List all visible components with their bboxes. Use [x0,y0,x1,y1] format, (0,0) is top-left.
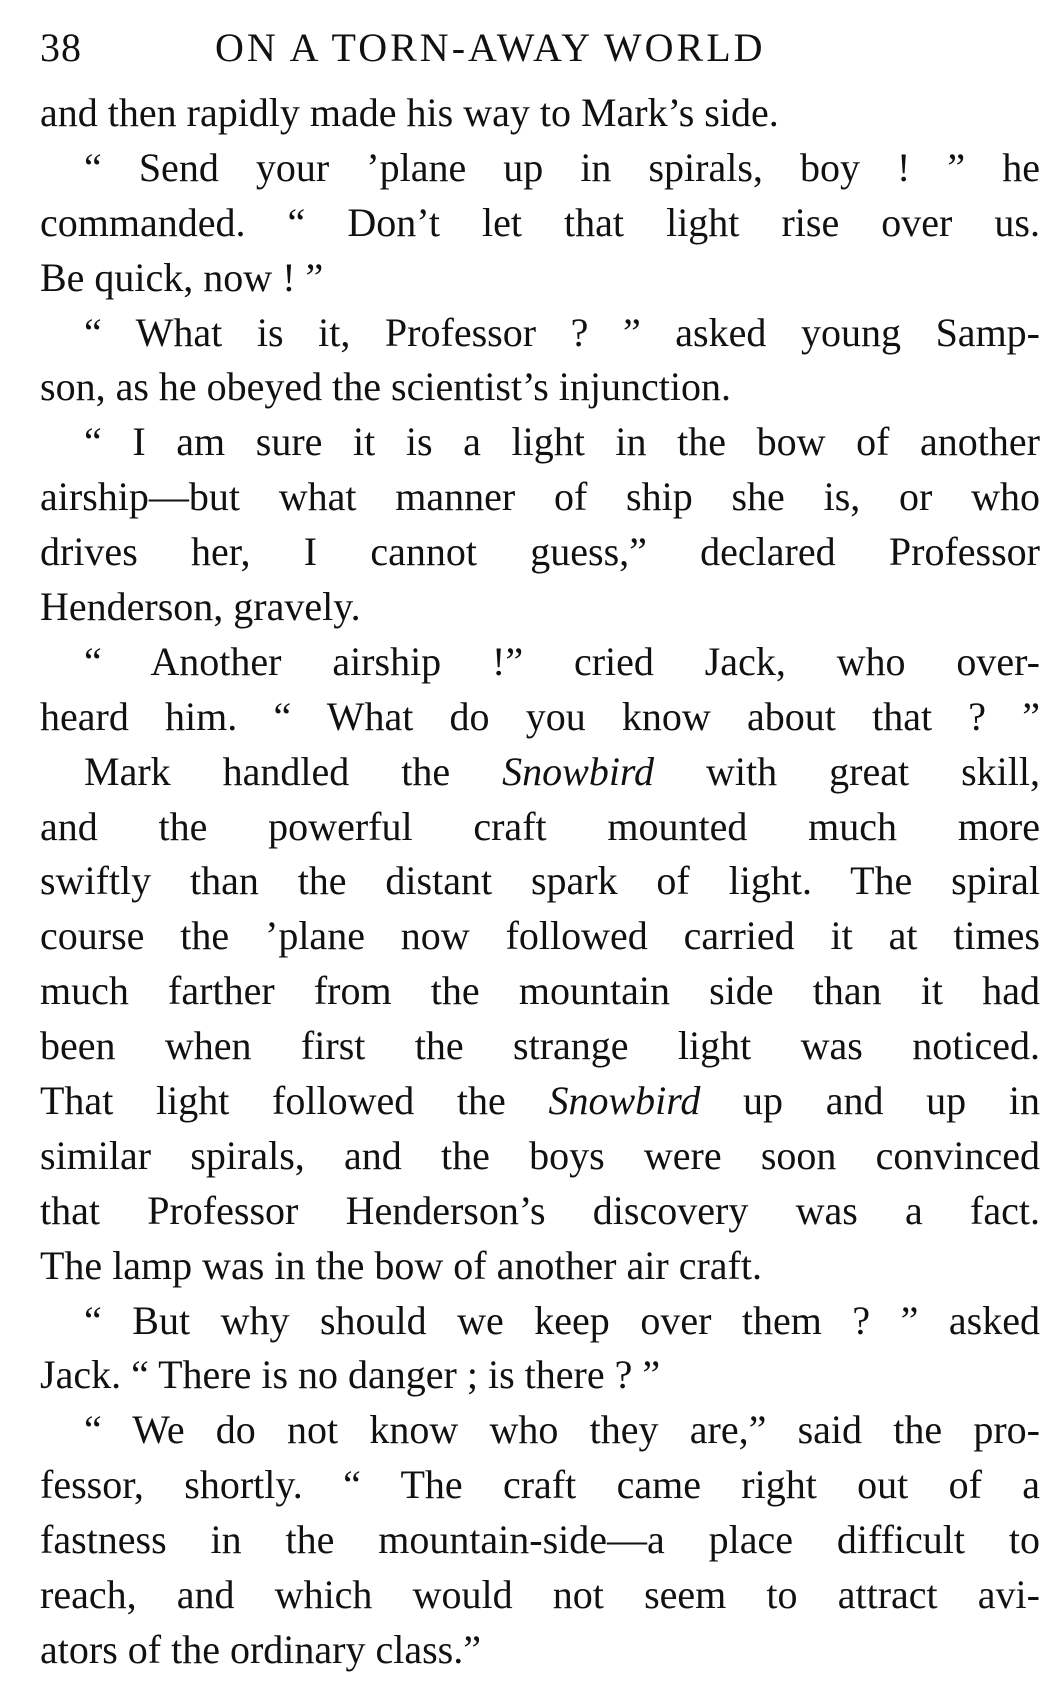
text-line: commanded. “ Don’t let that light rise over us. [40,199,1040,245]
ship-name-italic: Snowbird [502,748,655,794]
text-line: that Professor Henderson’s discovery was a fact. [40,1187,1040,1233]
text-line: much farther from the mountain side than it had [40,968,1040,1014]
page-header [40,18,1040,78]
text-line: That light followed the Snowbird up and up in [40,1078,1040,1124]
text-line: “ What is it, Professor ? ” asked young Samp- [84,309,1040,355]
book-page [40,18,1040,1678]
text-line: course the ’plane now followed carried it at times [40,913,1040,959]
text-line: airship—but what manner of ship she is, or who [40,474,1040,520]
text-line: ators of the ordinary class.” [40,1626,481,1672]
text-line: “ We do not know who they are,” said the pro- [84,1407,1040,1453]
text-line: “ Send your ’plane up in spirals, boy ! ” he [84,144,1040,190]
text-line: reach, and which would not seem to attract avi- [40,1572,1040,1618]
ship-name-italic: Snowbird [548,1078,701,1124]
text-line: drives her, I cannot guess,” declared Professor [40,529,1040,575]
text-line: Jack. “ There is no danger ; is there ? ” [40,1352,661,1398]
text-line: swiftly than the distant spark of light. The spiral [40,858,1040,904]
text-line: “ I am sure it is a light in the bow of another [84,419,1040,465]
text-line: son, as he obeyed the scientist’s injunction. [40,364,731,410]
text-line: The lamp was in the bow of another air craft. [40,1242,762,1288]
running-title: ON A TORN-AWAY WORLD [215,25,766,70]
text-line: fessor, shortly. “ The craft came right out of a [40,1462,1040,1508]
text-line: and the powerful craft mounted much more [40,803,1040,849]
text-line: “ Another airship !” cried Jack, who over- [84,638,1040,684]
text-line: fastness in the mountain-side—a place difficult to [40,1517,1040,1563]
text-line: Henderson, gravely. [40,584,361,630]
text-line: heard him. “ What do you know about that ? ” [40,693,1040,739]
text-line: Be quick, now ! ” [40,254,324,300]
text-line: similar spirals, and the boys were soon convinced [40,1132,1040,1178]
text-line: and then rapidly made his way to Mark’s side. [40,90,779,135]
page-number: 38 [40,25,82,70]
text-line: Mark handled the Snowbird with great skill, [84,748,1040,794]
text-line: “ But why should we keep over them ? ” asked [84,1297,1040,1343]
text-line: been when first the strange light was noticed. [40,1023,1040,1069]
body-text [40,86,1040,1678]
